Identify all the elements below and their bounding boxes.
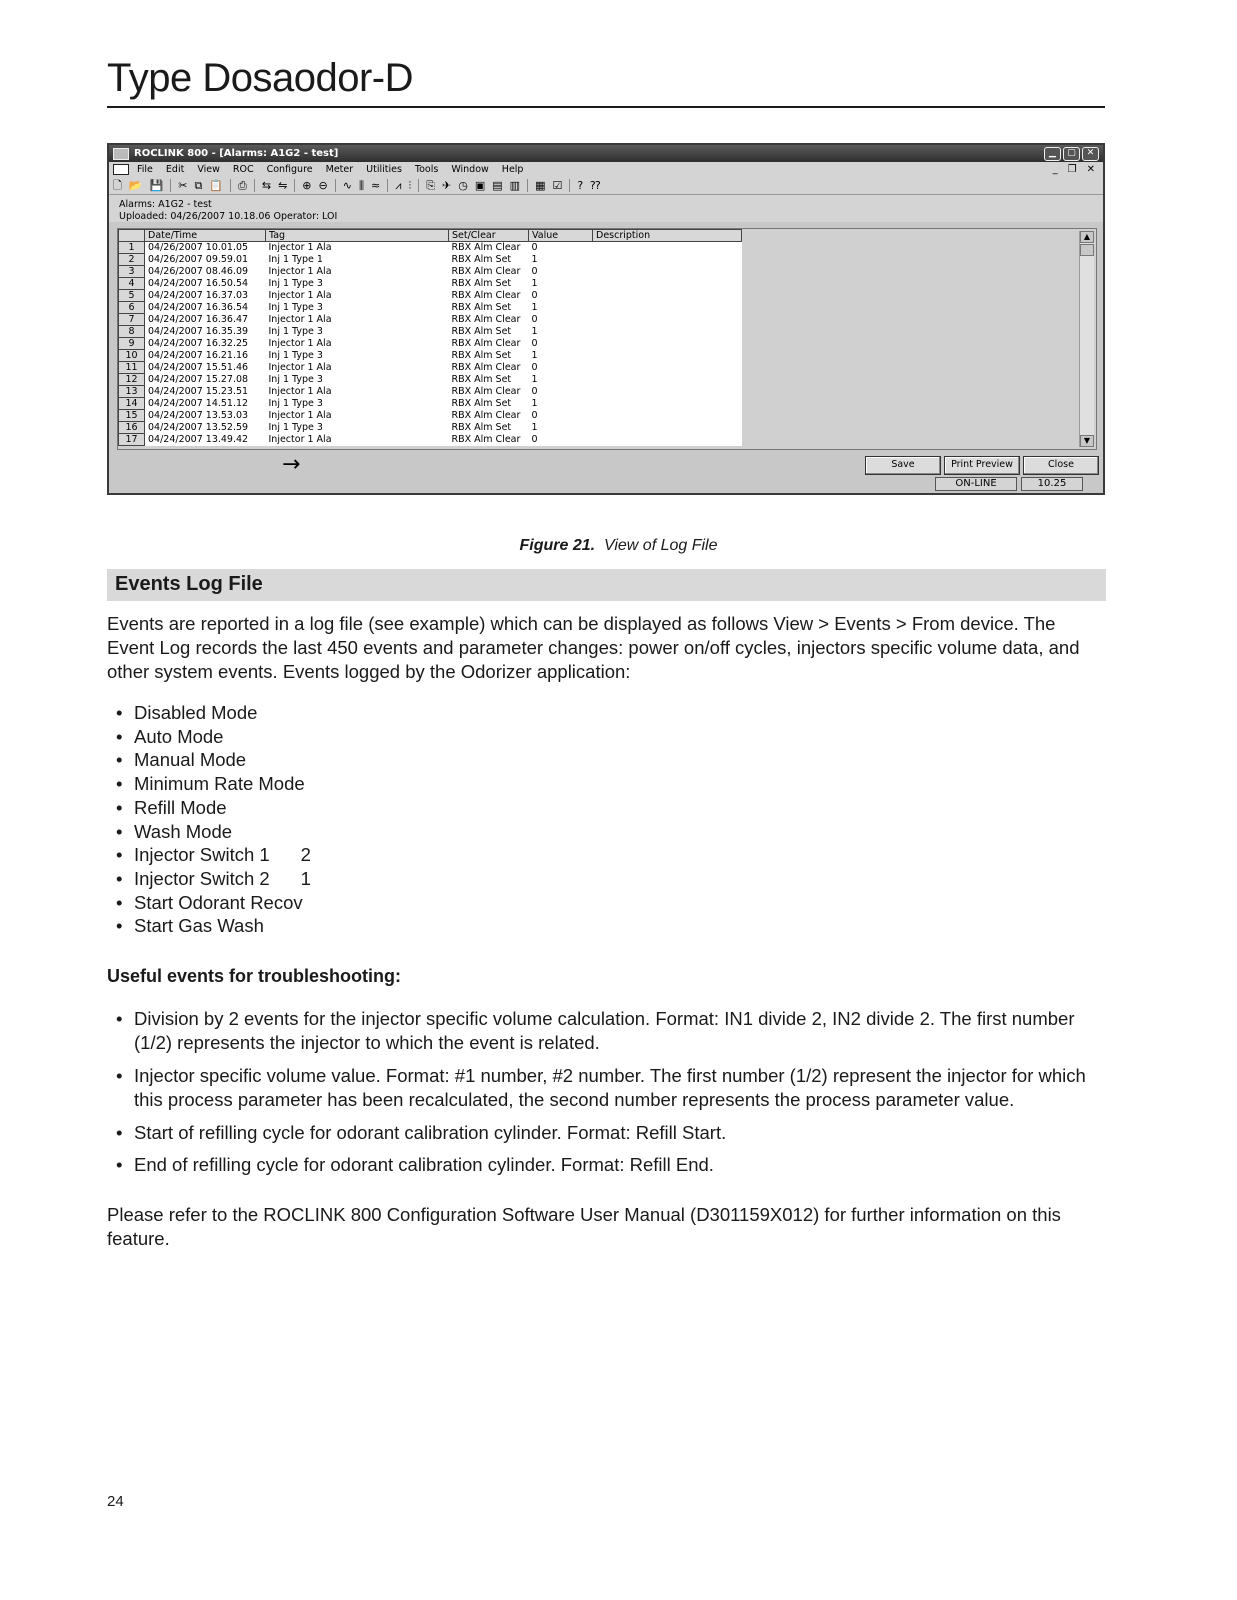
scroll-thumb[interactable] [1080, 244, 1094, 256]
cell-datetime: 04/24/2007 16.35.39 [148, 326, 249, 337]
intro-paragraph: Events are reported in a log file (see example) which can be displayed as follows View > Events > From device. The Event Log records the last 450 events and parameter changes: power on/off cycles, injectors specific volume data, and other system events. Events logged by the Odorizer application: [107, 613, 1080, 682]
mdi-close-icon[interactable]: ✕ [1086, 164, 1095, 175]
cell-datetime: 04/26/2007 10.01.05 [148, 242, 249, 254]
document-icon [113, 164, 129, 175]
cell-tag: Inj 1 Type 3 [268, 374, 323, 385]
toolbar-separator [569, 179, 570, 192]
row-number: 16 [119, 422, 145, 434]
cell-tag: Injector 1 Ala [268, 410, 332, 421]
list-item: • Start Odorant Recov [107, 891, 311, 915]
cell-set-clear: RBX Alm Clear [451, 362, 521, 373]
control-icon[interactable]: ⫶ [408, 178, 412, 192]
cell-datetime: 04/24/2007 16.21.16 [148, 350, 249, 361]
clock-icon[interactable]: ◷ [458, 178, 468, 192]
zoom-in-icon[interactable]: ⊕ [302, 178, 312, 192]
cell-tag: Inj 1 Type 1 [268, 254, 323, 265]
print-preview-button[interactable]: Print Preview [944, 456, 1020, 475]
cell-description [593, 326, 742, 338]
cell-tag: Injector 1 Ala [268, 386, 332, 397]
column-header-tag[interactable]: Tag [266, 230, 449, 242]
close-icon[interactable]: ✕ [1082, 147, 1099, 161]
cell-tag: Injector 1 Ala [268, 338, 332, 349]
table-row[interactable] [119, 338, 742, 350]
cell-description [593, 254, 742, 266]
cell-value: 1 [531, 326, 538, 337]
cell-tag: Injector 1 Ala [268, 242, 332, 254]
cell-value: 1 [531, 422, 538, 433]
cell-description [593, 266, 742, 278]
cell-set-clear: RBX Alm Set [451, 422, 512, 433]
cell-tag: Inj 1 Type 3 [268, 326, 323, 337]
table-row[interactable] [119, 374, 742, 386]
mdi-minimize-icon[interactable]: _ [1052, 164, 1058, 175]
copy-icon[interactable]: ⧉ [194, 178, 203, 192]
table-row[interactable] [119, 254, 742, 266]
cell-datetime: 04/24/2007 15.27.08 [148, 374, 249, 385]
column-header-description[interactable]: Description [593, 230, 742, 242]
print-icon[interactable]: ⎙ [238, 178, 247, 192]
menu-meter[interactable]: Meter [325, 164, 354, 175]
roclink-window-screenshot [107, 143, 1105, 495]
save-button[interactable]: Save [865, 456, 941, 475]
toolbar-separator [170, 179, 171, 192]
cell-value: 1 [531, 350, 538, 361]
toolbar-separator [230, 179, 231, 192]
cell-description [593, 398, 742, 410]
closing-paragraph: Please refer to the ROCLINK 800 Configuration Software User Manual (D301159X012) for further information on this feature. [107, 1204, 1061, 1249]
cell-datetime: 04/24/2007 16.37.03 [148, 290, 249, 301]
cell-tag: Inj 1 Type 3 [268, 278, 323, 289]
cell-value: 0 [531, 362, 538, 373]
cell-set-clear: RBX Alm Set [451, 254, 512, 265]
cell-datetime: 04/24/2007 13.49.42 [148, 434, 249, 445]
status-time: 10.25 [1021, 477, 1083, 491]
cell-value: 1 [531, 398, 538, 409]
cell-set-clear: RBX Alm Clear [451, 338, 521, 349]
list-item: • Minimum Rate Mode [107, 772, 311, 796]
list-item: • Manual Mode [107, 748, 311, 772]
alarm-log-grid [117, 228, 1097, 450]
cell-datetime: 04/24/2007 16.36.47 [148, 314, 249, 325]
chart-icon[interactable]: ▦ [535, 178, 546, 192]
row-number: 2 [119, 254, 145, 266]
menu-help[interactable]: Help [501, 164, 524, 175]
cell-set-clear: RBX Alm Set [451, 326, 512, 337]
row-number: 3 [119, 266, 145, 278]
menu-roc[interactable]: ROC [232, 164, 254, 175]
zoom-out-icon[interactable]: ⊖ [318, 178, 328, 192]
cell-description [593, 422, 742, 434]
trend-icon[interactable]: ∿ [342, 178, 352, 192]
cell-set-clear: RBX Alm Clear [451, 242, 521, 254]
cell-datetime: 04/26/2007 08.46.09 [148, 266, 249, 277]
cell-value: 0 [531, 314, 538, 325]
menu-bar [109, 162, 1103, 177]
cell-tag: Injector 1 Ala [268, 290, 332, 301]
cell-datetime: 04/24/2007 14.51.12 [148, 398, 249, 409]
app-icon [113, 148, 129, 160]
cell-set-clear: RBX Alm Set [451, 374, 512, 385]
cell-value: 0 [531, 266, 538, 277]
row-number: 6 [119, 302, 145, 314]
row-number: 4 [119, 278, 145, 290]
list-item: • Injector Switch 2 1 [107, 867, 311, 891]
uploaded-label: Uploaded: 04/26/2007 10.18.06 Operator: LOI [119, 211, 338, 222]
cell-value: 0 [531, 242, 538, 254]
table-row[interactable] [119, 266, 742, 278]
list-item: • Wash Mode [107, 820, 311, 844]
table-row[interactable] [119, 386, 742, 398]
menu-view[interactable]: View [197, 164, 220, 175]
report-icon[interactable]: ▥ [509, 178, 521, 192]
column-header-datetime[interactable]: Date/Time [145, 230, 266, 242]
open-icon[interactable]: 📂 [128, 178, 143, 192]
page-title: Type Dosaodor-D [107, 56, 413, 100]
io-icon[interactable]: ⫼ [358, 178, 365, 192]
column-header-value[interactable]: Value [529, 230, 593, 242]
cell-set-clear: RBX Alm Set [451, 278, 512, 289]
list-item: • End of refilling cycle for odorant calibration cylinder. Format: Refill End. [107, 1153, 1109, 1177]
scroll-down-icon[interactable]: ▼ [1080, 435, 1094, 447]
context-help-icon[interactable]: ⁇ [590, 178, 601, 192]
list-item: • Refill Mode [107, 796, 311, 820]
cell-description [593, 434, 742, 446]
cell-tag: Injector 1 Ala [268, 314, 332, 325]
vertical-scrollbar[interactable] [1079, 231, 1094, 447]
cell-tag: Injector 1 Ala [268, 434, 332, 445]
cell-datetime: 04/24/2007 15.51.46 [148, 362, 249, 373]
row-number: 13 [119, 386, 145, 398]
list-item: • Start of refilling cycle for odorant calibration cylinder. Format: Refill Start. [107, 1121, 1109, 1145]
cell-description [593, 338, 742, 350]
toolbar-separator [335, 179, 336, 192]
menu-tools[interactable]: Tools [414, 164, 439, 175]
copy-config-icon[interactable]: ⎘ [426, 178, 436, 192]
cell-description [593, 386, 742, 398]
cell-value: 1 [531, 254, 538, 265]
toolbar-separator [254, 179, 255, 192]
cell-description [593, 242, 742, 254]
window-title-bar [109, 145, 1103, 162]
row-number-header [119, 230, 145, 242]
cell-set-clear: RBX Alm Clear [451, 386, 521, 397]
menu-configure[interactable]: Configure [266, 164, 313, 175]
cell-tag: Injector 1 Ala [268, 266, 332, 277]
cell-tag: Inj 1 Type 3 [268, 422, 323, 433]
row-number: 7 [119, 314, 145, 326]
table-row[interactable] [119, 422, 742, 434]
display-icon[interactable]: ▣ [474, 178, 486, 192]
menu-edit[interactable]: Edit [165, 164, 185, 175]
arrow-pointer-icon: → [282, 452, 301, 477]
monitor-icon[interactable]: ▤ [492, 178, 503, 192]
cell-datetime: 04/24/2007 16.32.25 [148, 338, 249, 349]
cell-value: 0 [531, 410, 538, 421]
status-bar [113, 477, 1099, 491]
menu-window[interactable]: Window [451, 164, 489, 175]
flow-icon[interactable]: ≈ [371, 178, 381, 192]
cell-set-clear: RBX Alm Set [451, 398, 512, 409]
list-item: • Injector Switch 1 2 [107, 843, 311, 867]
cell-value: 1 [531, 302, 538, 313]
connection-status: ON-LINE [935, 477, 1017, 491]
menu-utilities[interactable]: Utilities [366, 164, 402, 175]
table-row[interactable] [119, 290, 742, 302]
row-number: 8 [119, 326, 145, 338]
table-row[interactable] [119, 326, 742, 338]
cell-value: 1 [531, 374, 538, 385]
row-number: 14 [119, 398, 145, 410]
cell-value: 0 [531, 434, 538, 445]
mdi-controls [1053, 164, 1103, 175]
minimize-icon[interactable]: ▁ [1044, 147, 1061, 161]
figure-caption-text: View of Log File [603, 537, 718, 554]
cell-description [593, 362, 742, 374]
table-row[interactable] [119, 242, 742, 254]
table-row[interactable] [119, 302, 742, 314]
cell-description [593, 410, 742, 422]
table-row[interactable] [119, 350, 742, 362]
row-number: 11 [119, 362, 145, 374]
list-item: • Division by 2 events for the injector specific volume calculation. Format: IN1 divide 2, IN2 divide 2. The first number (1/2) represents the injector to which the event is related. [107, 1007, 1109, 1055]
cell-description [593, 278, 742, 290]
cell-value: 0 [531, 386, 538, 397]
toolbar [109, 177, 1103, 195]
toolbar-separator [527, 179, 528, 192]
cell-value: 0 [531, 338, 538, 349]
direct-connect-icon[interactable]: ⇋ [278, 178, 288, 192]
toolbar-separator [387, 179, 388, 192]
scroll-up-icon[interactable]: ▲ [1080, 231, 1094, 243]
connect-icon[interactable]: ⇆ [261, 178, 272, 192]
alarm-log-body [119, 242, 742, 446]
cell-set-clear: RBX Alm Clear [451, 410, 521, 421]
cell-description [593, 314, 742, 326]
figure-caption [0, 537, 1237, 555]
cell-datetime: 04/24/2007 16.36.54 [148, 302, 249, 313]
cell-tag: Injector 1 Ala [268, 362, 332, 373]
help-icon[interactable]: ? [577, 178, 584, 192]
cell-datetime: 04/24/2007 15.23.51 [148, 386, 249, 397]
cell-datetime: 04/24/2007 13.53.03 [148, 410, 249, 421]
row-number: 9 [119, 338, 145, 350]
window-controls [1044, 147, 1103, 161]
cell-set-clear: RBX Alm Clear [451, 314, 521, 325]
cell-value: 0 [531, 290, 538, 301]
log-info [109, 195, 1103, 222]
cut-icon[interactable]: ✂ [178, 178, 188, 192]
list-item: • Auto Mode [107, 725, 311, 749]
list-item: • Disabled Mode [107, 701, 311, 725]
list-item: • Injector specific volume value. Format: #1 number, #2 number. The first number (1/2) represent the injector for which this process parameter has been recalculated, the second number represents the process parameter value. [107, 1064, 1109, 1112]
cell-value: 1 [531, 278, 538, 289]
events-list [107, 701, 311, 938]
table-row[interactable] [119, 410, 742, 422]
pid-icon[interactable]: ⩘ [395, 178, 402, 192]
table-row[interactable] [119, 434, 742, 446]
save-icon[interactable]: 💾 [149, 178, 164, 192]
mdi-restore-icon[interactable]: ❐ [1067, 164, 1077, 175]
alarms-label: Alarms: A1G2 - test [119, 199, 212, 210]
update-icon[interactable]: ✈ [442, 178, 452, 192]
title-rule [107, 106, 1105, 108]
cell-set-clear: RBX Alm Set [451, 302, 512, 313]
close-button[interactable]: Close [1023, 456, 1099, 475]
new-icon[interactable]: 🗋 [113, 178, 122, 192]
cell-set-clear: RBX Alm Clear [451, 290, 521, 301]
cell-set-clear: RBX Alm Clear [451, 434, 521, 445]
figure-label: Figure 21. [519, 537, 596, 554]
row-number: 17 [119, 434, 145, 446]
cell-tag: Inj 1 Type 3 [268, 398, 323, 409]
row-number: 15 [119, 410, 145, 422]
table-row[interactable] [119, 398, 742, 410]
cell-tag: Inj 1 Type 3 [268, 302, 323, 313]
table-header-row [119, 230, 742, 242]
list-item: • Start Gas Wash [107, 914, 311, 938]
troubleshooting-heading: Useful events for troubleshooting: [107, 966, 402, 986]
toolbar-separator [294, 179, 295, 192]
cell-datetime: 04/26/2007 09.59.01 [148, 254, 249, 265]
paste-icon[interactable]: 📋 [209, 178, 224, 192]
row-number: 12 [119, 374, 145, 386]
table-row[interactable] [119, 314, 742, 326]
table-row[interactable] [119, 362, 742, 374]
checklist-icon[interactable]: ☑ [552, 178, 563, 192]
resize-grip-icon[interactable] [1087, 477, 1099, 491]
cell-datetime: 04/24/2007 16.50.54 [148, 278, 249, 289]
row-number: 5 [119, 290, 145, 302]
section-heading: Events Log File [115, 573, 263, 595]
cell-description [593, 350, 742, 362]
table-row[interactable] [119, 278, 742, 290]
row-number: 1 [119, 242, 145, 254]
cell-set-clear: RBX Alm Clear [451, 266, 521, 277]
column-header-set-clear[interactable]: Set/Clear [449, 230, 529, 242]
alarm-log-table [118, 229, 742, 446]
window-title: ROCLINK 800 - [Alarms: A1G2 - test] [134, 148, 339, 159]
cell-tag: Inj 1 Type 3 [268, 350, 323, 361]
maximize-icon[interactable]: ▢ [1063, 147, 1080, 161]
cell-datetime: 04/24/2007 13.52.59 [148, 422, 249, 433]
toolbar-separator [418, 179, 419, 192]
cell-description [593, 374, 742, 386]
menu-file[interactable]: File [137, 164, 153, 175]
cell-description [593, 290, 742, 302]
cell-set-clear: RBX Alm Set [451, 350, 512, 361]
row-number: 10 [119, 350, 145, 362]
cell-description [593, 302, 742, 314]
page-number: 24 [107, 1493, 124, 1510]
